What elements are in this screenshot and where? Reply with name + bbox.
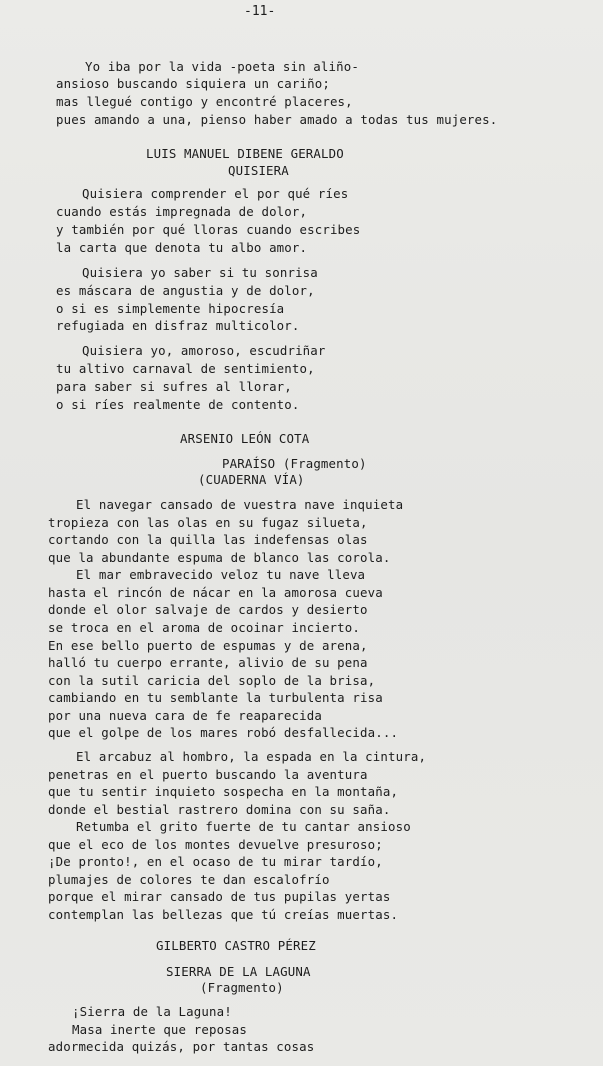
poem-line: tu altivo carnaval de sentimiento, — [56, 361, 315, 376]
poem-line: Yo iba por la vida -poeta sin aliño- — [85, 59, 359, 74]
poem-line: adormecida quizás, por tantas cosas — [48, 1039, 315, 1054]
poem-line: hasta el rincón de nácar en la amorosa cueva — [48, 585, 383, 600]
poem-title: QUISIERA — [228, 163, 289, 178]
poem-line: pues amando a una, pienso haber amado a todas tus mujeres. — [56, 112, 498, 127]
poem-line: refugiada en disfraz multicolor. — [56, 318, 300, 333]
author-heading: GILBERTO CASTRO PÉREZ — [156, 938, 316, 953]
poem-line: tropieza con las olas en su fugaz silueta, — [48, 515, 368, 530]
poem-line: plumajes de colores te dan escalofrío — [48, 872, 330, 887]
poem-line: Quisiera comprender el por qué ríes — [82, 186, 349, 201]
poem-line: mas llegué contigo y encontré placeres, — [56, 94, 353, 109]
poem-line: El navegar cansado de vuestra nave inquieta — [76, 497, 404, 512]
poem-line: o si ríes realmente de contento. — [56, 397, 300, 412]
poem-title: PARAÍSO (Fragmento) — [222, 456, 367, 471]
poem-subtitle: (Fragmento) — [200, 980, 284, 995]
poem-line: o si es simplemente hipocresía — [56, 301, 285, 316]
poem-line: que el golpe de los mares robó desfallecida... — [48, 725, 399, 740]
poem-line: halló tu cuerpo errante, alivio de su pena — [48, 655, 368, 670]
poem-line: para saber si sufres al llorar, — [56, 379, 292, 394]
poem-line: que la abundante espuma de blanco las corola. — [48, 550, 391, 565]
author-heading: ARSENIO LEÓN COTA — [180, 431, 310, 446]
poem-line: la carta que denota tu albo amor. — [56, 240, 308, 255]
poem-line: y también por qué lloras cuando escribes — [56, 222, 361, 237]
poem-line: con la sutil caricia del soplo de la brisa, — [48, 673, 376, 688]
poem-line: cortando con la quilla las indefensas olas — [48, 532, 368, 547]
poem-line: cuando estás impregnada de dolor, — [56, 204, 308, 219]
poem-subtitle: (CUADERNA VÍA) — [198, 472, 305, 487]
poem-line: donde el olor salvaje de cardos y desierto — [48, 602, 368, 617]
poem-line: En ese bello puerto de espumas y de arena, — [48, 638, 368, 653]
poem-line: ¡Sierra de la Laguna! — [72, 1004, 232, 1019]
poem-line: ¡De pronto!, en el ocaso de tu mirar tardío, — [48, 854, 383, 869]
poem-line: cambiando en tu semblante la turbulenta risa — [48, 690, 383, 705]
poem-line: que el eco de los montes devuelve presuroso; — [48, 837, 383, 852]
poem-line: por una nueva cara de fe reaparecida — [48, 708, 322, 723]
page-number: -11- — [244, 4, 276, 19]
poem-line: contemplan las bellezas que tú creías muertas. — [48, 907, 399, 922]
poem-line: El arcabuz al hombro, la espada en la cintura, — [76, 749, 427, 764]
poem-line: es máscara de angustia y de dolor, — [56, 283, 315, 298]
poem-line: que tu sentir inquieto sospecha en la montaña, — [48, 784, 399, 799]
poem-line: ansioso buscando siquiera un cariño; — [56, 76, 330, 91]
poem-title: SIERRA DE LA LAGUNA — [166, 964, 311, 979]
poem-line: Quisiera yo saber si tu sonrisa — [82, 265, 318, 280]
poem-line: donde el bestial rastrero domina con su saña. — [48, 802, 391, 817]
poem-line: se troca en el aroma de ocoinar incierto. — [48, 620, 361, 635]
poem-line: porque el mirar cansado de tus pupilas yertas — [48, 889, 391, 904]
poem-line: Masa inerte que reposas — [72, 1022, 248, 1037]
poem-line: El mar embravecido veloz tu nave lleva — [76, 567, 366, 582]
poem-line: Retumba el grito fuerte de tu cantar ansioso — [76, 819, 411, 834]
poem-line: penetras en el puerto buscando la aventura — [48, 767, 368, 782]
author-heading: LUIS MANUEL DIBENE GERALDO — [146, 146, 344, 161]
poem-line: Quisiera yo, amoroso, escudriñar — [82, 343, 326, 358]
